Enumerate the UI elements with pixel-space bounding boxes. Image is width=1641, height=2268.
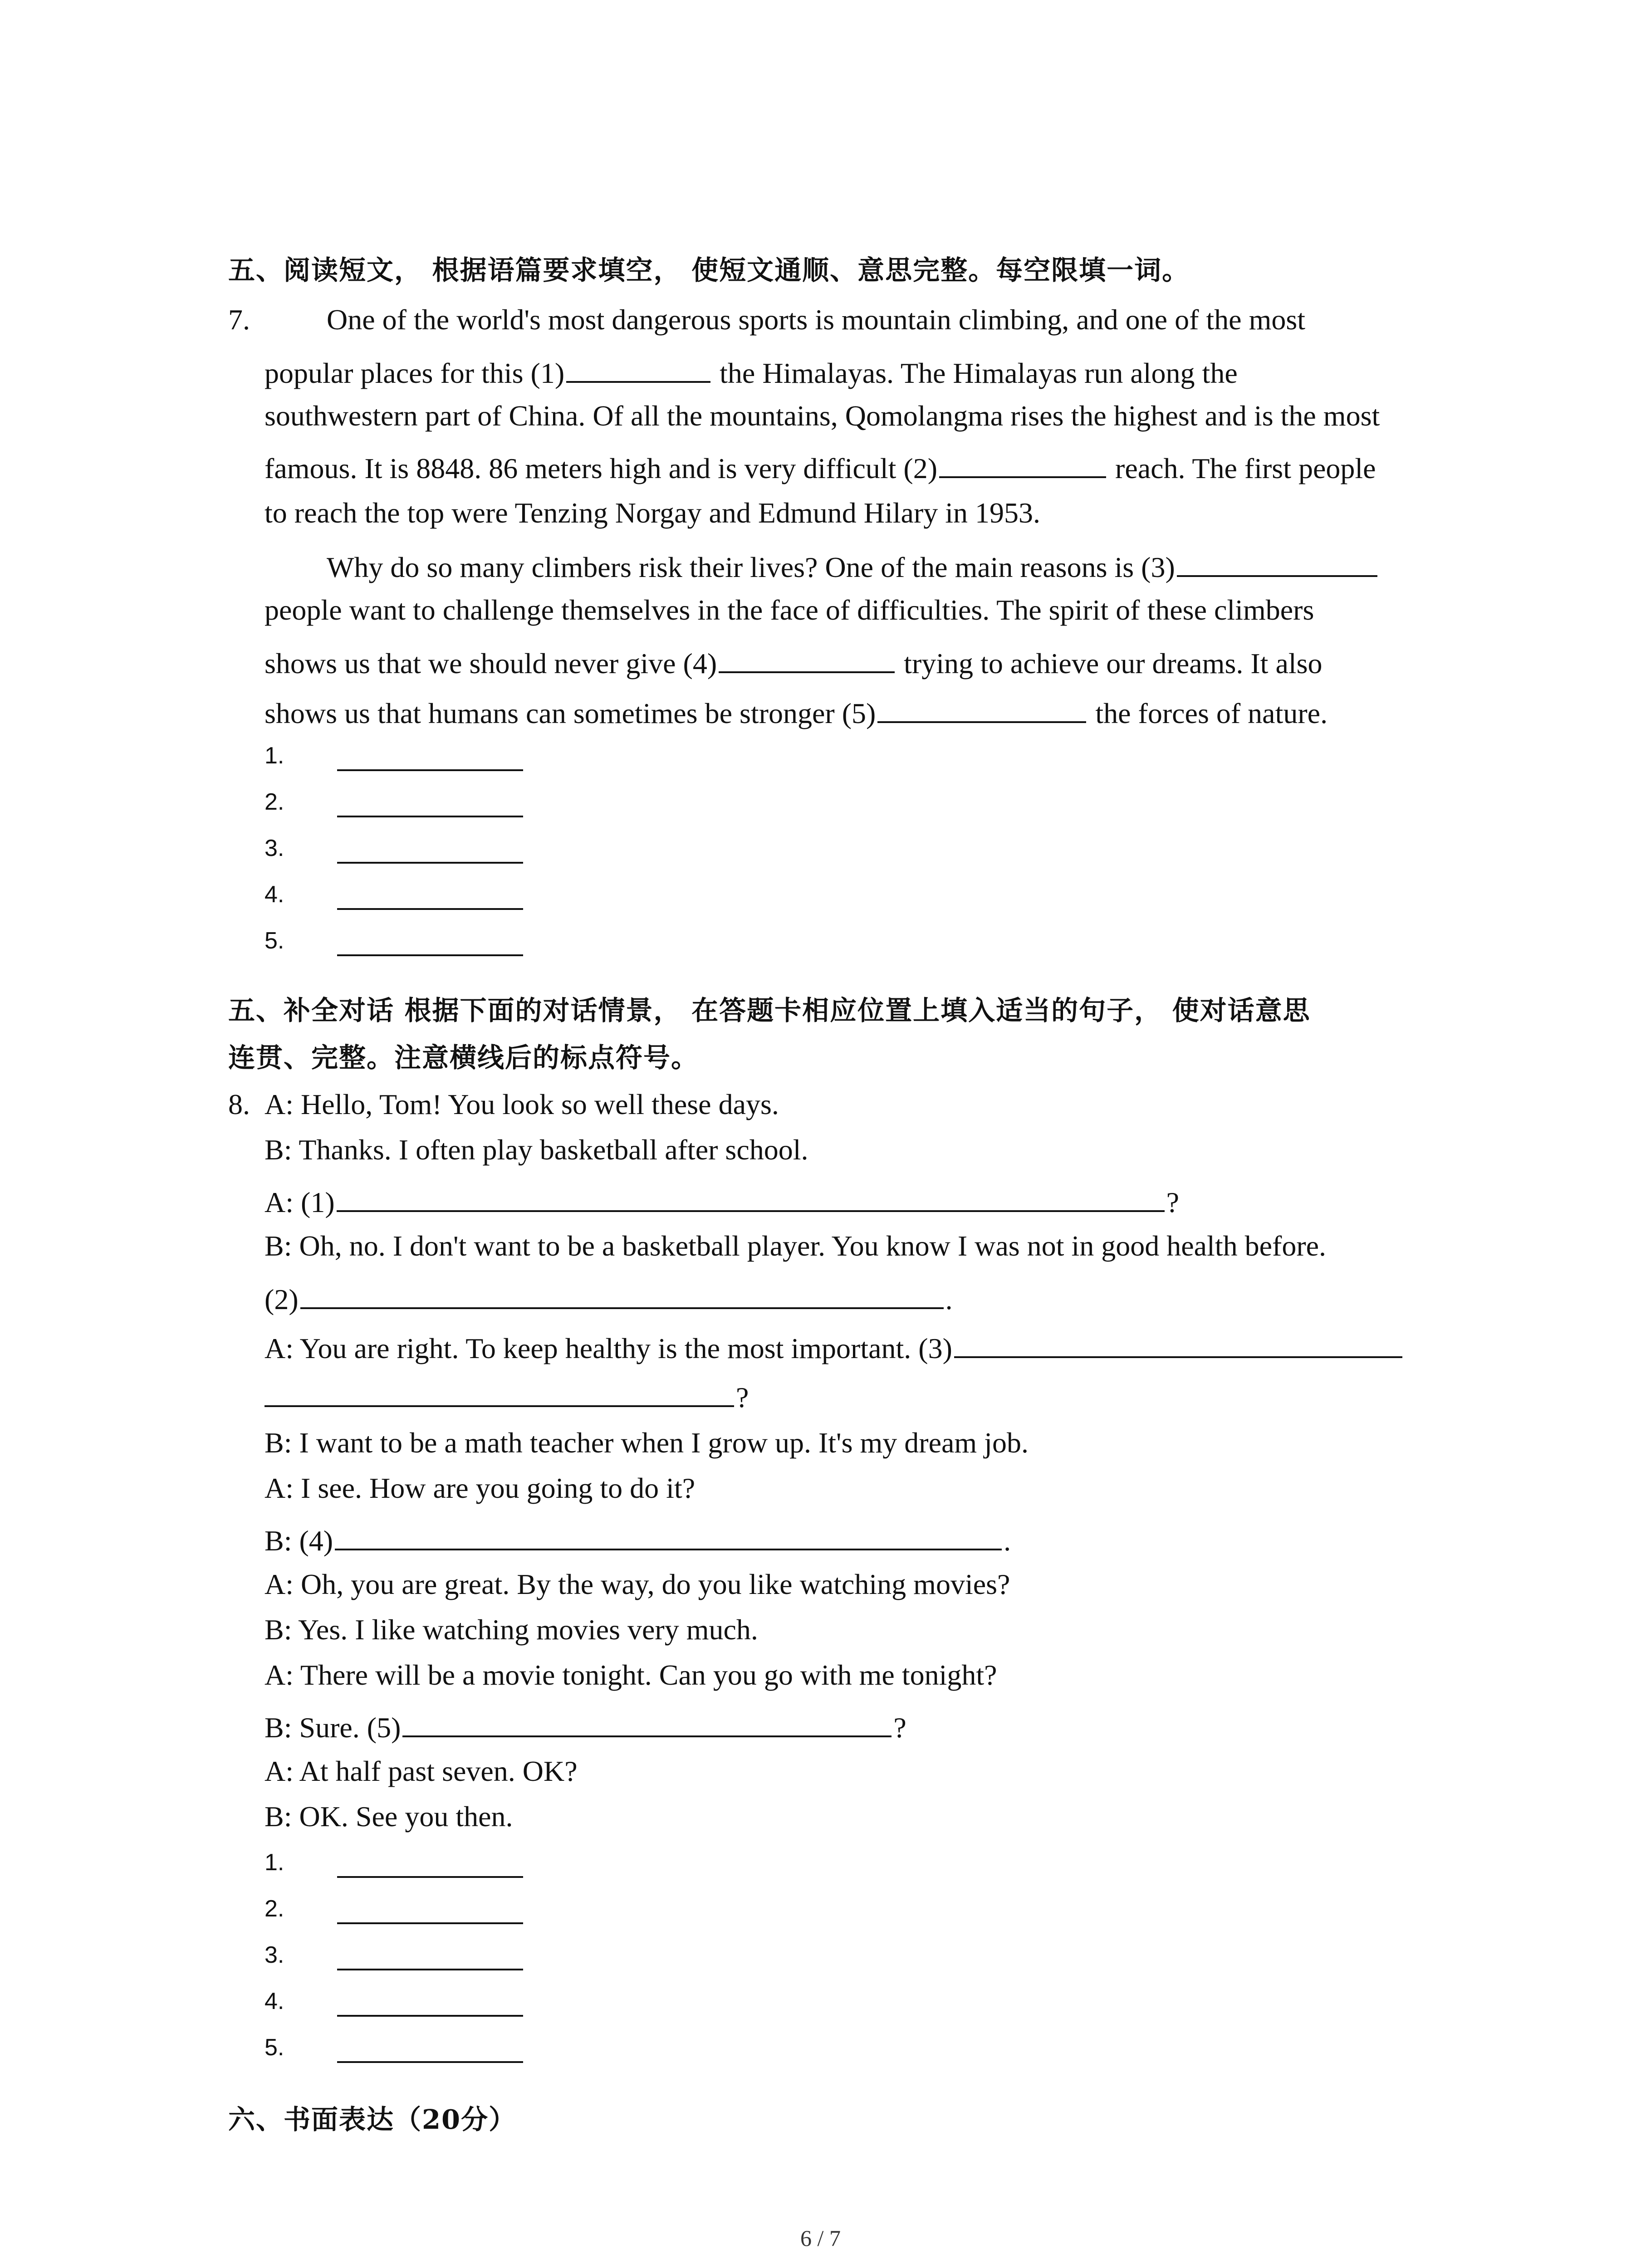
dialogue-line: A: At half past seven. OK? xyxy=(265,1755,578,1787)
document-page: 五、阅读短文， 根据语篇要求填空， 使短文通顺、意思完整。每空限填一词。 7. One of the world's most dangerous sports is mountain climbing, and one of the most popular places for this (1) the Himalayas. The Himalayas run along the southwestern part of China. Of all the mountains, Qomolangma rises the highest and is the most famous. It is 8848. 86 meters high and is very difficult (2) reach. The first people to reach the top were Tenzing Norgay and Edmund Hilary in 1953. Why do so many climbers risk their lives? One of the main reasons is (3) people want to challenge themselves in the face of difficulties. The spirit of these climbers shows us that we should never give (4) trying to achieve our dreams. It also shows us that humans can sometimes be stronger (5) the forces of nature. 1. 2. 3. 4. 5. 五、补全对话 根据下面的对话情景， 在答题卡相应位置上填入适当的句子， 使对话意思 连贯、完整。注意横线后的标点符号。 8. A: Hello, Tom! You look so well these days. B: Thanks. I often play basketball after school. A: (1) ? B: Oh, no. I don't want to be a basketball player. You know I was not in good health before. (2) . A: You are right. To keep healthy is the most important. (3) ? B: I want to be a math teacher when I grow up. It's my dream job. A: I see. How are you going to do it? B: (4) . A: Oh, you are great. By the way, do you like watching movies? B: Yes. I like watching movies very much. A: There will be a movie tonight. Can you go with me tonight? B: Sure. (5) ? A: At half past seven. OK? B: OK. See you then. 1. 2. 3. 4. 5. 六、书面表达（20分） 6 / 7 xyxy=(0,0,1641,2268)
answer-line[interactable] xyxy=(337,2061,523,2063)
page-number: 6 / 7 xyxy=(800,2225,841,2251)
dialogue-blank-4 xyxy=(335,1520,1002,1550)
blank-3 xyxy=(1177,547,1377,577)
passage-line: Why do so many climbers risk their lives? One of the main reasons is (3) xyxy=(327,547,1379,584)
dialogue-line: B: Sure. (5) ? xyxy=(265,1707,906,1745)
passage-line: shows us that we should never give (4) trying to achieve our dreams. It also xyxy=(265,643,1323,680)
dialogue-line: A: I see. How are you going to do it? xyxy=(265,1472,696,1504)
blank-2 xyxy=(939,448,1106,478)
answer-line[interactable] xyxy=(337,862,523,864)
answer-line[interactable] xyxy=(337,1922,523,1924)
answer-line[interactable] xyxy=(337,816,523,817)
section-heading-dialogue-line2: 连贯、完整。注意横线后的标点符号。 xyxy=(228,1042,699,1073)
answer-line[interactable] xyxy=(337,2015,523,2017)
dialogue-blank-3 xyxy=(954,1328,1402,1358)
blank-5 xyxy=(877,693,1086,723)
dialogue-line: B: Thanks. I often play basketball after school. xyxy=(265,1134,808,1166)
blank-1 xyxy=(566,353,710,383)
passage-line: southwestern part of China. Of all the mountains, Qomolangma rises the highest and is the most xyxy=(265,400,1380,432)
answer-line[interactable] xyxy=(337,1876,523,1878)
section-heading-reading: 五、阅读短文， 根据语篇要求填空， 使短文通顺、意思完整。每空限填一词。 xyxy=(228,254,1190,286)
dialogue-line: A: There will be a movie tonight. Can you go with me tonight? xyxy=(265,1659,997,1691)
dialogue-blank-1 xyxy=(337,1182,1165,1212)
passage-line: shows us that humans can sometimes be stronger (5) the forces of nature. xyxy=(265,693,1327,730)
passage-line: to reach the top were Tenzing Norgay and Edmund Hilary in 1953. xyxy=(265,497,1041,529)
dialogue-line: B: (4) . xyxy=(265,1520,1011,1558)
question-number-8: 8. xyxy=(228,1088,250,1120)
dialogue-line: A: (1) ? xyxy=(265,1182,1179,1219)
dialogue-blank-5 xyxy=(402,1707,892,1737)
passage-line: popular places for this (1) the Himalayas. The Himalayas run along the xyxy=(265,353,1238,390)
dialogue-line: A: You are right. To keep healthy is the most important. (3) xyxy=(265,1328,1404,1365)
dialogue-line: (2) . xyxy=(265,1279,953,1316)
answer-line[interactable] xyxy=(337,769,523,771)
dialogue-line: B: I want to be a math teacher when I grow up. It's my dream job. xyxy=(265,1427,1029,1459)
passage-line: famous. It is 8848. 86 meters high and is very difficult (2) reach. The first people xyxy=(265,448,1376,485)
section-heading-dialogue: 五、补全对话 根据下面的对话情景， 在答题卡相应位置上填入适当的句子， 使对话意思 xyxy=(228,995,1311,1026)
question-number-7: 7. xyxy=(228,303,250,336)
answer-line[interactable] xyxy=(337,954,523,956)
dialogue-line: A: Oh, you are great. By the way, do you like watching movies? xyxy=(265,1568,1010,1600)
answer-line[interactable] xyxy=(337,908,523,910)
dialogue-line: B: Oh, no. I don't want to be a basketball player. You know I was not in good health before. xyxy=(265,1230,1327,1262)
dialogue-blank-3-cont xyxy=(265,1377,734,1407)
dialogue-line: A: Hello, Tom! You look so well these days. xyxy=(265,1088,779,1120)
dialogue-line: B: OK. See you then. xyxy=(265,1800,513,1833)
passage-line: people want to challenge themselves in the face of difficulties. The spirit of these climbers xyxy=(265,594,1314,626)
section-heading-writing: 六、书面表达（20分） xyxy=(228,2104,517,2135)
blank-4 xyxy=(719,643,895,673)
answer-line[interactable] xyxy=(337,1969,523,1970)
dialogue-blank-2 xyxy=(300,1279,944,1309)
passage-line: One of the world's most dangerous sports is mountain climbing, and one of the most xyxy=(327,303,1306,336)
dialogue-line: B: Yes. I like watching movies very much. xyxy=(265,1613,758,1646)
dialogue-line: ? xyxy=(265,1377,749,1414)
